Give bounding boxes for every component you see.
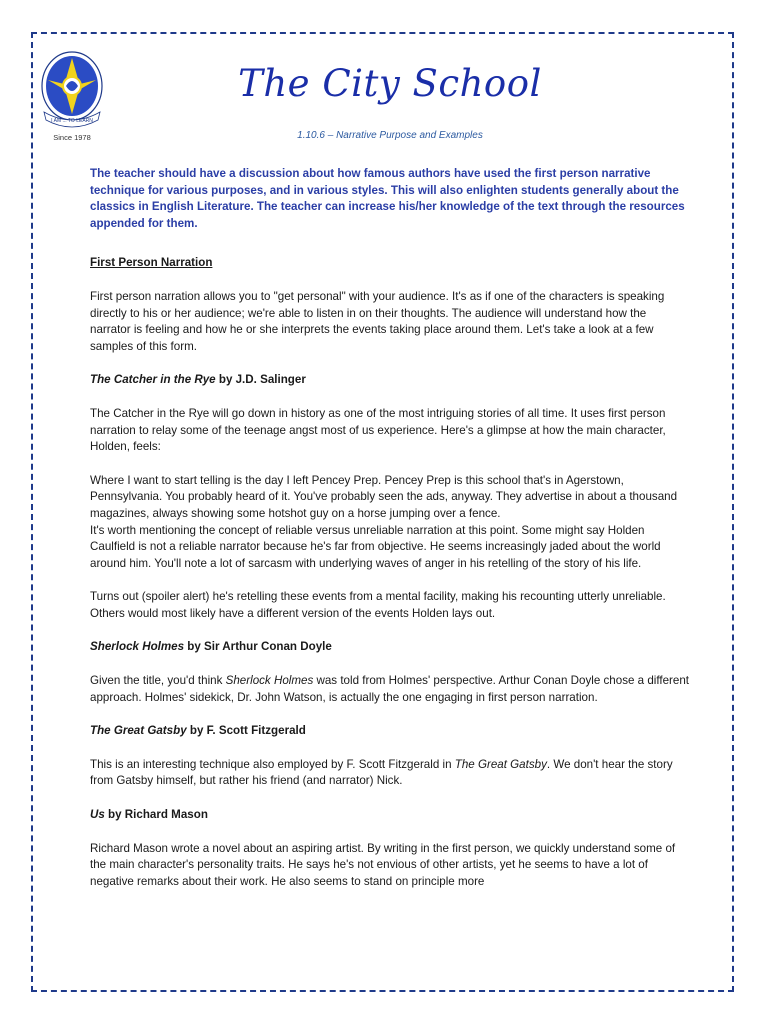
logo-motto: I AM ... TO LEARN [51, 118, 93, 124]
sherlock-heading [90, 639, 690, 656]
school-title: The City School [238, 62, 542, 105]
catcher-paragraph-3: Turns out (spoiler alert) he's retelling these events from a mental facility, making his recounting utterly unreliable. Others would most likely have a different version of the events Holden lays out. [90, 590, 666, 620]
gatsby-text-em: The Great Gatsby [454, 757, 547, 771]
sherlock-text-a: Given the title, you'd think [90, 674, 226, 688]
catcher-paragraph-1: The Catcher in the Rye will go down in history as one of the most intriguing stories of all time. It uses first person narration to relay some of the teenage angst most of us experience. Here's a glimpse at how the main character, Holden, feels: [90, 406, 666, 454]
gatsby-author: by F. Scott Fitzgerald [186, 724, 306, 738]
sherlock-author: by Sir Arthur Conan Doyle [184, 640, 332, 654]
teacher-intro: The teacher should have a discussion about how famous authors have used the first person narrative technique for various purposes, and in various styles. This will also enlighten students generally about the classics in English Literature. The teacher can increase his/her knowledge of the text through the resources appended for them. [90, 167, 685, 230]
us-heading [90, 807, 690, 824]
us-title: Us [90, 808, 105, 822]
since-label: Since 1978 [53, 133, 91, 142]
gatsby-text-b: . We don't hear the story from Gatsby himself, but rather his friend (and narrator) Nick. [90, 757, 673, 788]
gatsby-heading [90, 723, 690, 740]
us-author: by Richard Mason [104, 808, 208, 822]
catcher-title: The Catcher in the Rye [90, 373, 216, 387]
sherlock-text-b: was told from Holmes' perspective. Arthur Conan Doyle chose a different approach. Holmes' sidekick, Dr. John Watson, is actually the one engaging in first person narration. [90, 674, 690, 704]
catcher-paragraph-2: It's worth mentioning the concept of reliable versus unreliable narration at this point. Some might say Holden Caulfield is not a reliable narrator because he's far from objective. He seems increasingly jaded about the world around him. You'll note a lot of sarcasm with underlying waves of anger in his retelling of the story of his life. [90, 523, 661, 570]
sherlock-title: Sherlock Holmes [90, 640, 185, 654]
sherlock-paragraph [90, 673, 690, 706]
sherlock-text-em: Sherlock Holmes [225, 674, 314, 688]
catcher-heading [90, 372, 690, 389]
lesson-subtitle: 1.10.6 – Narrative Purpose and Examples [297, 130, 483, 141]
us-paragraph: Richard Mason wrote a novel about an aspiring artist. By writing in the first person, we quickly understand some of the main character's personality traits. He says he's not envious of other artists, yet he seems to have a lot of negative remarks about their work. He also seems to stand on principle more [90, 841, 676, 888]
section-heading: First Person Narration [90, 256, 213, 270]
document-body [90, 166, 690, 907]
catcher-quote: Where I want to start telling is the day I left Pencey Prep. Pencey Prep is this school that's in Agerstown, Pennsylvania. You probably heard of it. You've probably seen the ads, anyway. They advertise in about a thousand magazines, always showing some hotshot guy on a horse jumping over a fence. [90, 473, 678, 520]
section-paragraph: First person narration allows you to "get personal" with your audience. It's as if one of the characters is speaking directly to his or her audience; we're able to listen in on their thoughts. The audience will understand how the narrator is feeling and how he or she interprets the events taking place around them. Let's take a look at a few samples of this form. [90, 289, 665, 353]
school-crest-logo [40, 50, 104, 130]
gatsby-title: The Great Gatsby [90, 724, 187, 738]
gatsby-text-a: This is an interesting technique also employed by F. Scott Fitzgerald in [90, 757, 455, 771]
gatsby-paragraph [90, 757, 690, 790]
catcher-author: by J.D. Salinger [215, 373, 306, 387]
